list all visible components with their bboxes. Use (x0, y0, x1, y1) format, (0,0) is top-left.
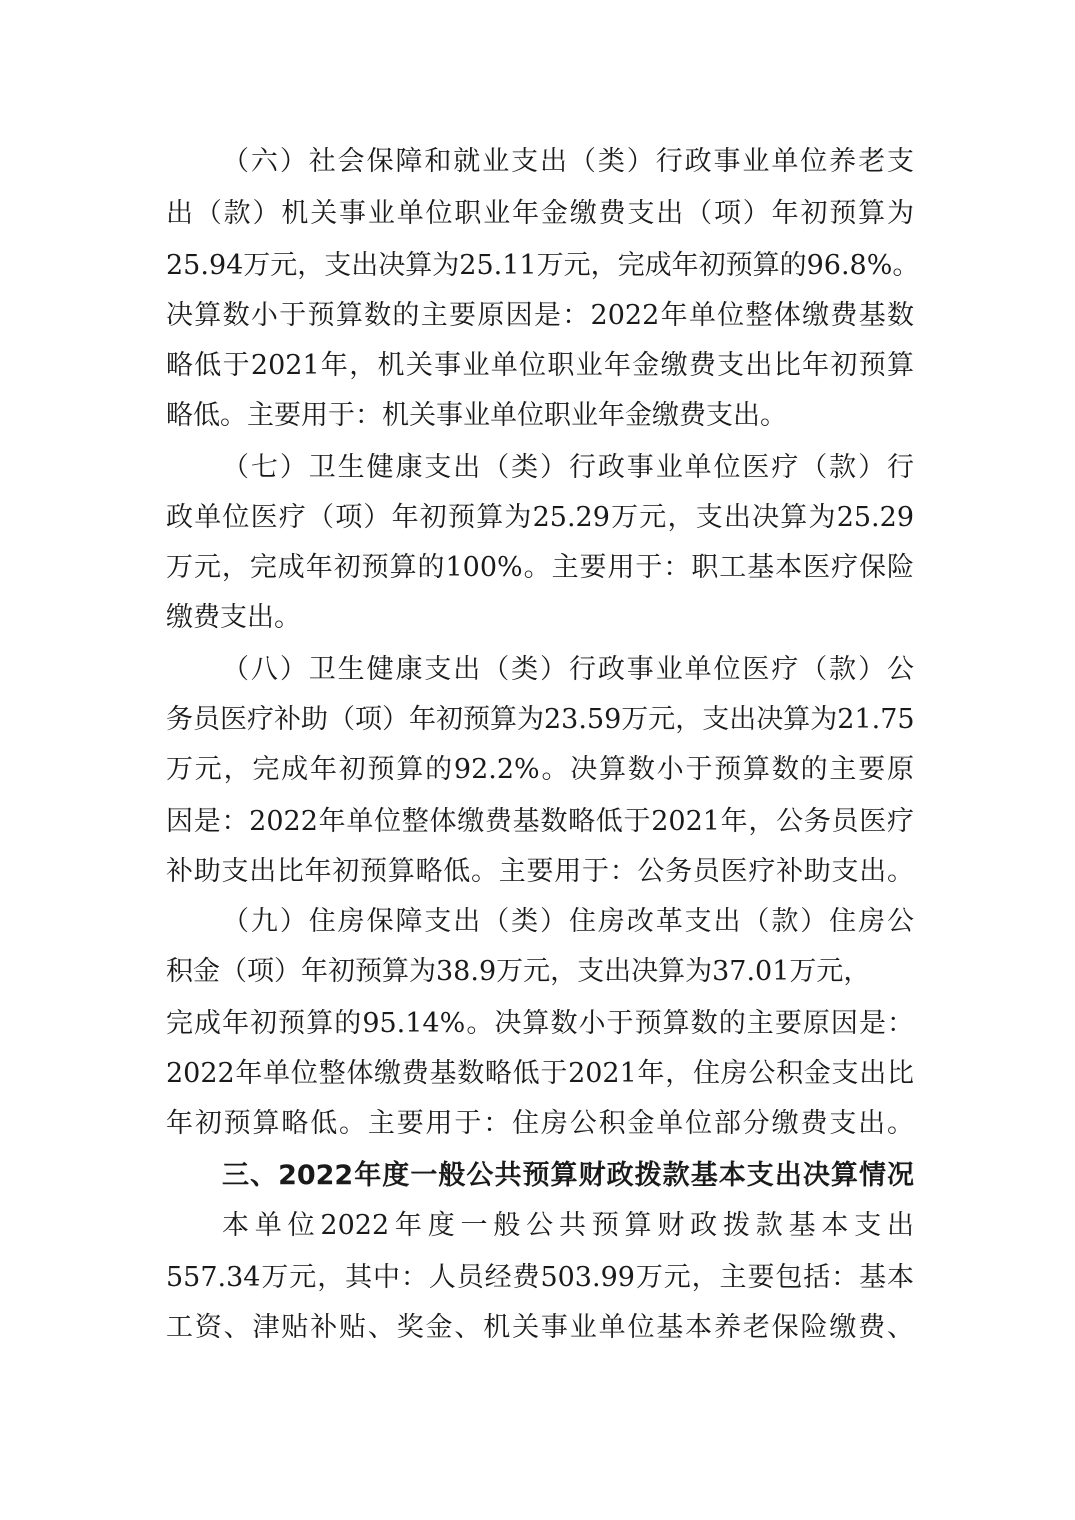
paragraph-6-line-1: （六）社会保障和就业支出（类）行政事业单位养老支 (222, 146, 914, 177)
section-body-line-2: 557.34万元，其中：人员经费503.99万元，主要包括：基本 (166, 1262, 914, 1293)
paragraph-6-line-6: 略低。主要用于：机关事业单位职业年金缴费支出。 (166, 400, 787, 431)
paragraph-9-line-5: 年初预算略低。主要用于：住房公积金单位部分缴费支出。 (166, 1108, 914, 1139)
paragraph-6-line-4: 决算数小于预算数的主要原因是：2022年单位整体缴费基数 (166, 300, 914, 331)
paragraph-6-line-2: 出（款）机关事业单位职业年金缴费支出（项）年初预算为 (166, 198, 914, 229)
section-body-line-1: 本单位2022年度一般公共预算财政拨款基本支出 (222, 1210, 914, 1241)
paragraph-8-line-4: 因是：2022年单位整体缴费基数略低于2021年，公务员医疗 (166, 806, 914, 837)
paragraph-9-line-3: 完成年初预算的95.14%。决算数小于预算数的主要原因是： (166, 1008, 914, 1039)
paragraph-7-line-4: 缴费支出。 (166, 602, 301, 633)
paragraph-6-line-3: 25.94万元，支出决算为25.11万元，完成年初预算的96.8%。 (166, 250, 920, 281)
section-body-line-3: 工资、津贴补贴、奖金、机关事业单位基本养老保险缴费、 (166, 1312, 914, 1343)
paragraph-8-line-2: 务员医疗补助（项）年初预算为23.59万元，支出决算为21.75 (166, 704, 915, 735)
paragraph-7-line-2: 政单位医疗（项）年初预算为25.29万元，支出决算为25.29 (166, 502, 914, 533)
paragraph-9-line-1: （九）住房保障支出（类）住房改革支出（款）住房公 (222, 906, 914, 937)
paragraph-8-line-1: （八）卫生健康支出（类）行政事业单位医疗（款）公 (222, 654, 914, 685)
paragraph-8-line-3: 万元，完成年初预算的92.2%。决算数小于预算数的主要原 (166, 754, 914, 785)
paragraph-9-line-4: 2022年单位整体缴费基数略低于2021年，住房公积金支出比 (166, 1058, 914, 1089)
paragraph-8-line-5: 补助支出比年初预算略低。主要用于：公务员医疗补助支出。 (166, 856, 914, 887)
paragraph-7-line-1: （七）卫生健康支出（类）行政事业单位医疗（款）行 (222, 452, 914, 483)
paragraph-9-line-2: 积金（项）年初预算为38.9万元，支出决算为37.01万元， (166, 956, 871, 987)
paragraph-7-line-3: 万元，完成年初预算的100%。主要用于：职工基本医疗保险 (166, 552, 914, 583)
paragraph-6-line-5: 略低于2021年，机关事业单位职业年金缴费支出比年初预算 (166, 350, 914, 381)
section-heading: 三、2022年度一般公共预算财政拨款基本支出决算情况 (222, 1160, 914, 1191)
